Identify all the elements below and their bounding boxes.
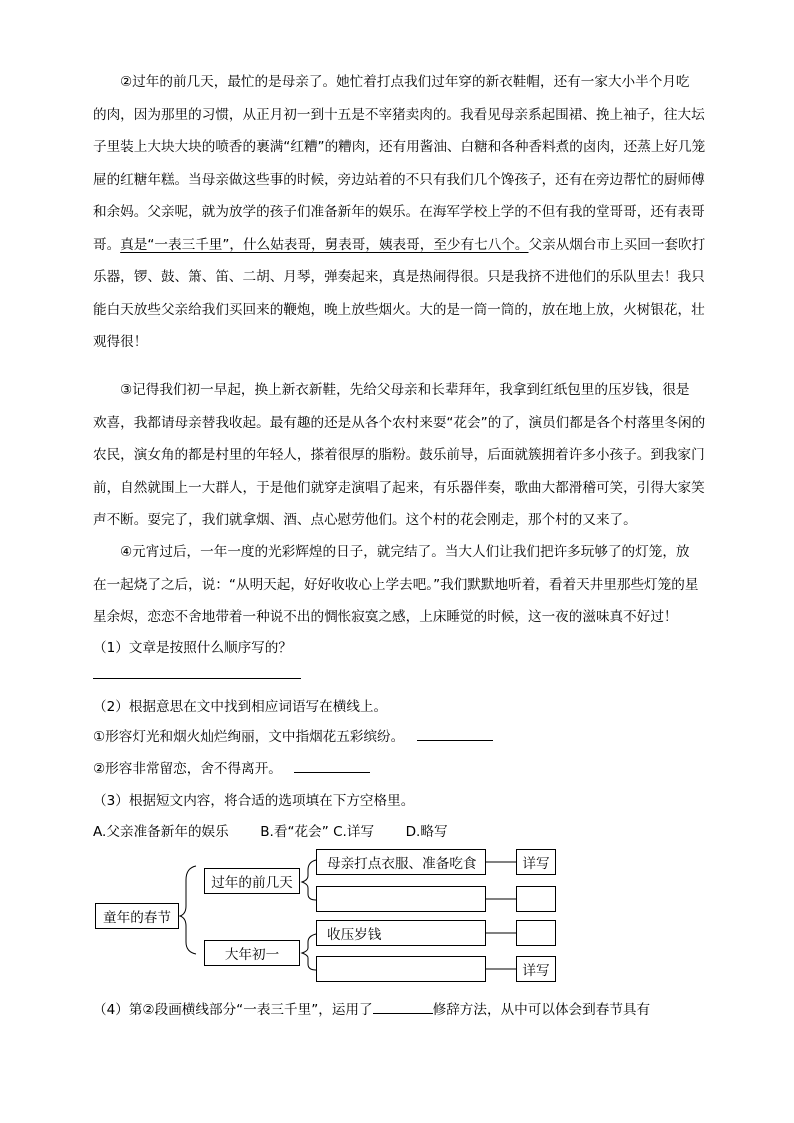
paragraph-line: 能白天放些父亲给我们买回来的鞭炮，晚上放些烟火。大的是一筒一筒的，放在地上放，火树银花，壮	[93, 301, 705, 318]
question-text: （4）第②段画横线部分“一表三千里”，运用了	[93, 1002, 373, 1018]
diagram-item-mother-preparing: 母亲打点衣服、准备吃食	[316, 849, 486, 875]
question-text: ②形容非常留恋，舍不得离开。	[93, 761, 282, 777]
diagram-tag-detailed: 详写	[516, 956, 556, 982]
paragraph-line: ③记得我们初一早起，换上新衣新鞋，先给父母亲和长辈拜年，我拿到红纸包里的压岁钱，很是	[120, 382, 690, 398]
paragraph-line: 屉的红糖年糕。当母亲做这些事的时候，旁边站着的不只有我们几个馋孩子，还有在旁边帮忙的厨师傅	[93, 171, 705, 188]
paragraph-line: 的肉，因为那里的习惯，从正月初一到十五是不宰猪卖肉的。我看见母亲系起围裙、挽上袖子，往大坛	[93, 106, 705, 123]
paragraph-line: 子里装上大块大块的喷香的裹满“红糟”的糟肉，还有用酱油、白糖和各种香料煮的卤肉，还蒸上好几笼	[93, 139, 706, 155]
underlined-sentence: 真是“一表三千里”，什么姑表哥，舅表哥，姨表哥，至少有七八个。	[120, 236, 529, 253]
paragraph-line: 前，自然就围上一大群人，于是他们就穿走演唱了起来，有乐器伴奏，歌曲大都滑稽可笑，引得大家笑	[93, 479, 705, 496]
answer-blank[interactable]	[294, 760, 370, 773]
paragraph-line: ④元宵过后，一年一度的光彩辉煌的日子，就完结了。当大人们让我们把许多玩够了的灯笼，放	[120, 544, 690, 560]
paragraph-2	[93, 66, 720, 359]
branch1-brace	[302, 860, 316, 900]
text-segment: 哥。	[93, 236, 121, 253]
paragraph-line: 在一起烧了之后，说：“从明天起，好好收收心上学去吧。”我们默默地听着，看着天井里那些灯笼的星	[93, 576, 699, 593]
diagram-item-blank[interactable]	[316, 886, 486, 912]
question-4	[93, 998, 650, 1018]
paragraph-line: 乐器，锣、鼓、箫、笛、二胡、月琴，弹奏起来，真是热闹得很。只是我挤不进他们的乐队里去！我只	[93, 269, 705, 285]
paragraph-line: 声不断。耍完了，我们就拿烟、酒、点心慰劳他们。这个村的花会刚走，那个村的又来了。	[93, 512, 637, 528]
diagram-root-box: 童年的春节	[95, 903, 179, 929]
question-text: 修辞方法，从中可以体会到春节具有	[432, 1002, 651, 1018]
question-2-item-2	[93, 757, 370, 777]
paragraph-line	[93, 229, 720, 262]
question-text: ①形容灯光和烟火灿烂绚丽，文中指烟花五彩缤纷。	[93, 729, 405, 745]
paragraph-line: 欢喜，我都请母亲替我收起。最有趣的还是从各个农村来耍“花会”的了，演员们都是各个村落里冬闲的	[93, 414, 706, 431]
diagram-branch-new-year-day: 大年初一	[204, 940, 300, 966]
diagram-item-blank[interactable]	[316, 956, 486, 982]
paragraph-line: 农民，演女角的都是村里的年轻人，搽着很厚的脂粉。鼓乐前导，后面就簇拥着许多小孩子。到我家门	[93, 447, 705, 463]
answer-line-q1[interactable]	[93, 678, 301, 679]
diagram-tag-blank[interactable]	[516, 920, 556, 946]
question-1: （1）文章是按照什么顺序写的？	[93, 640, 292, 656]
answer-blank[interactable]	[373, 1001, 433, 1014]
diagram-item-lucky-money: 收压岁钱	[316, 920, 486, 946]
branch2-brace	[302, 934, 316, 970]
diagram-branch-pre-new-year: 过年的前几天	[204, 868, 300, 894]
text-segment: 父亲从烟台市上买回一套吹打	[528, 236, 706, 253]
root-brace	[180, 866, 196, 954]
answer-blank[interactable]	[417, 728, 493, 741]
paragraph-4	[93, 536, 720, 634]
paragraph-line: 观得很！	[93, 334, 148, 350]
paragraph-line: 和余妈。父亲呢，就为放学的孩子们准备新年的娱乐。在海军学校上学的不但有我的堂哥哥，还有表哥	[93, 204, 705, 220]
paragraph-3	[93, 374, 720, 537]
question-2-item-1	[93, 725, 493, 745]
diagram-tag-detailed: 详写	[516, 849, 556, 875]
paragraph-line: ②过年的前几天，最忙的是母亲了。她忙着打点我们过年穿的新衣鞋帽，还有一家大小半个月吃	[120, 74, 690, 90]
question-3-options: A.父亲准备新年的娱乐 B.看“花会” C.详写 D.略写	[93, 824, 448, 840]
diagram-tag-blank[interactable]	[516, 886, 556, 912]
question-3: （3）根据短文内容，将合适的选项填在下方空格里。	[93, 793, 415, 809]
question-2: （2）根据意思在文中找到相应词语写在横线上。	[93, 699, 388, 715]
paragraph-line: 星余烬，恋恋不舍地带着一种说不出的惆怅寂寞之感，上床睡觉的时候，这一夜的滋味真不好过！	[93, 609, 678, 625]
